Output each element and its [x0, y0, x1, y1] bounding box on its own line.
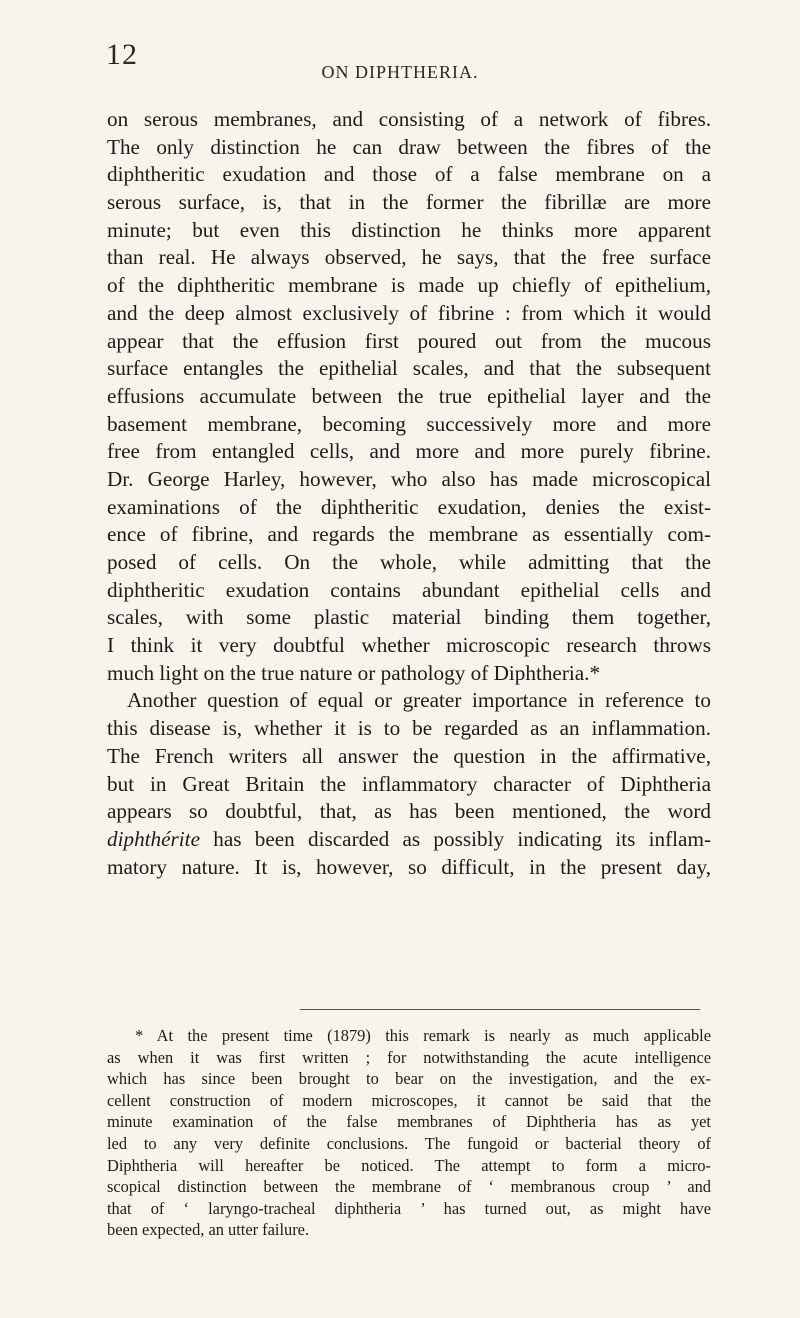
footnote-rule	[300, 1009, 700, 1010]
footnote-line: minute examination of the false membranes of Diphtheria has as yet	[107, 1112, 711, 1132]
footnote-line: which has since been brought to bear on the investigation, and the ex-	[107, 1069, 711, 1089]
text-line: than real. He always observed, he says, that the free surface	[107, 245, 711, 270]
footnote-line: Diphtheria will hereafter be noticed. The attempt to form a micro-	[107, 1155, 711, 1175]
text-line: diphtheritic exudation and those of a false membrane on a	[107, 162, 711, 187]
text-line: I think it very doubtful whether microscopic research throws	[107, 633, 711, 658]
footnote-line: that of ‘ laryngo-tracheal diphtheria ’ has turned out, as might have	[107, 1198, 711, 1218]
running-title: ON DIPHTHERIA.	[321, 62, 479, 82]
text-line: of the diphtheritic membrane is made up chiefly of epithelium,	[107, 273, 711, 298]
text-line: serous surface, is, that in the former the fibrillæ are more	[107, 190, 711, 215]
text-line	[107, 826, 711, 854]
text-line: matory nature. It is, however, so difficult, in the present day,	[107, 854, 711, 879]
text-line: ence of fibrine, and regards the membrane as essentially com-	[107, 522, 711, 547]
text-line: free from entangled cells, and more and more purely fibrine.	[107, 439, 711, 464]
text-line: Another question of equal or greater importance in reference to	[127, 688, 711, 713]
text-line: and the deep almost exclusively of fibrine : from which it would	[107, 300, 711, 325]
footnote-line: led to any very definite conclusions. The fungoid or bacterial theory of	[107, 1133, 711, 1153]
text-line: Dr. George Harley, however, who also has made microscopical	[107, 466, 711, 491]
text-line: The only distinction he can draw between the fibres of the	[107, 134, 711, 159]
text-line-rest: has been discarded as possibly indicating its inflam-	[213, 826, 711, 851]
footnote-line: scopical distinction between the membrane of ‘ membranous croup ’ and	[107, 1177, 711, 1197]
text-line: but in Great Britain the inflammatory character of Diphtheria	[107, 771, 711, 796]
text-line: examinations of the diphtheritic exudation, denies the exist-	[107, 494, 711, 519]
text-line: this disease is, whether it is to be regarded as an inflammation.	[107, 716, 711, 741]
text-line: appears so doubtful, that, as has been mentioned, the word	[107, 799, 711, 824]
page-number: 12	[106, 38, 138, 71]
italic-word: diphthérite	[107, 826, 200, 851]
text-line: scales, with some plastic material binding them together,	[107, 605, 711, 630]
footnote-line: cellent construction of modern microscopes, it cannot be said that the	[107, 1090, 711, 1110]
text-line: posed of cells. On the whole, while admitting that the	[107, 550, 711, 574]
footnote	[107, 1025, 711, 1241]
footnote-line: been expected, an utter failure.	[107, 1220, 310, 1240]
footnote-line: * At the present time (1879) this remark is nearly as much applicable	[135, 1026, 711, 1045]
main-text	[107, 106, 711, 881]
text-line: The French writers all answer the question in the affirmative,	[107, 743, 711, 768]
footnote-line: as when it was first written ; for notwithstanding the acute intelligence	[107, 1047, 711, 1067]
text-line: effusions accumulate between the true epithelial layer and the	[107, 383, 711, 408]
text-line: much light on the true nature or pathology of Diphtheria.*	[107, 660, 601, 685]
text-line: on serous membranes, and consisting of a network of fibres.	[107, 107, 711, 131]
text-line: surface entangles the epithelial scales, and that the subsequent	[107, 356, 711, 381]
text-line: minute; but even this distinction he thinks more apparent	[107, 217, 711, 242]
text-line: appear that the effusion first poured out from the mucous	[107, 328, 711, 353]
text-line: basement membrane, becoming successively more and more	[107, 411, 711, 436]
text-line: diphtheritic exudation contains abundant epithelial cells and	[107, 577, 711, 602]
